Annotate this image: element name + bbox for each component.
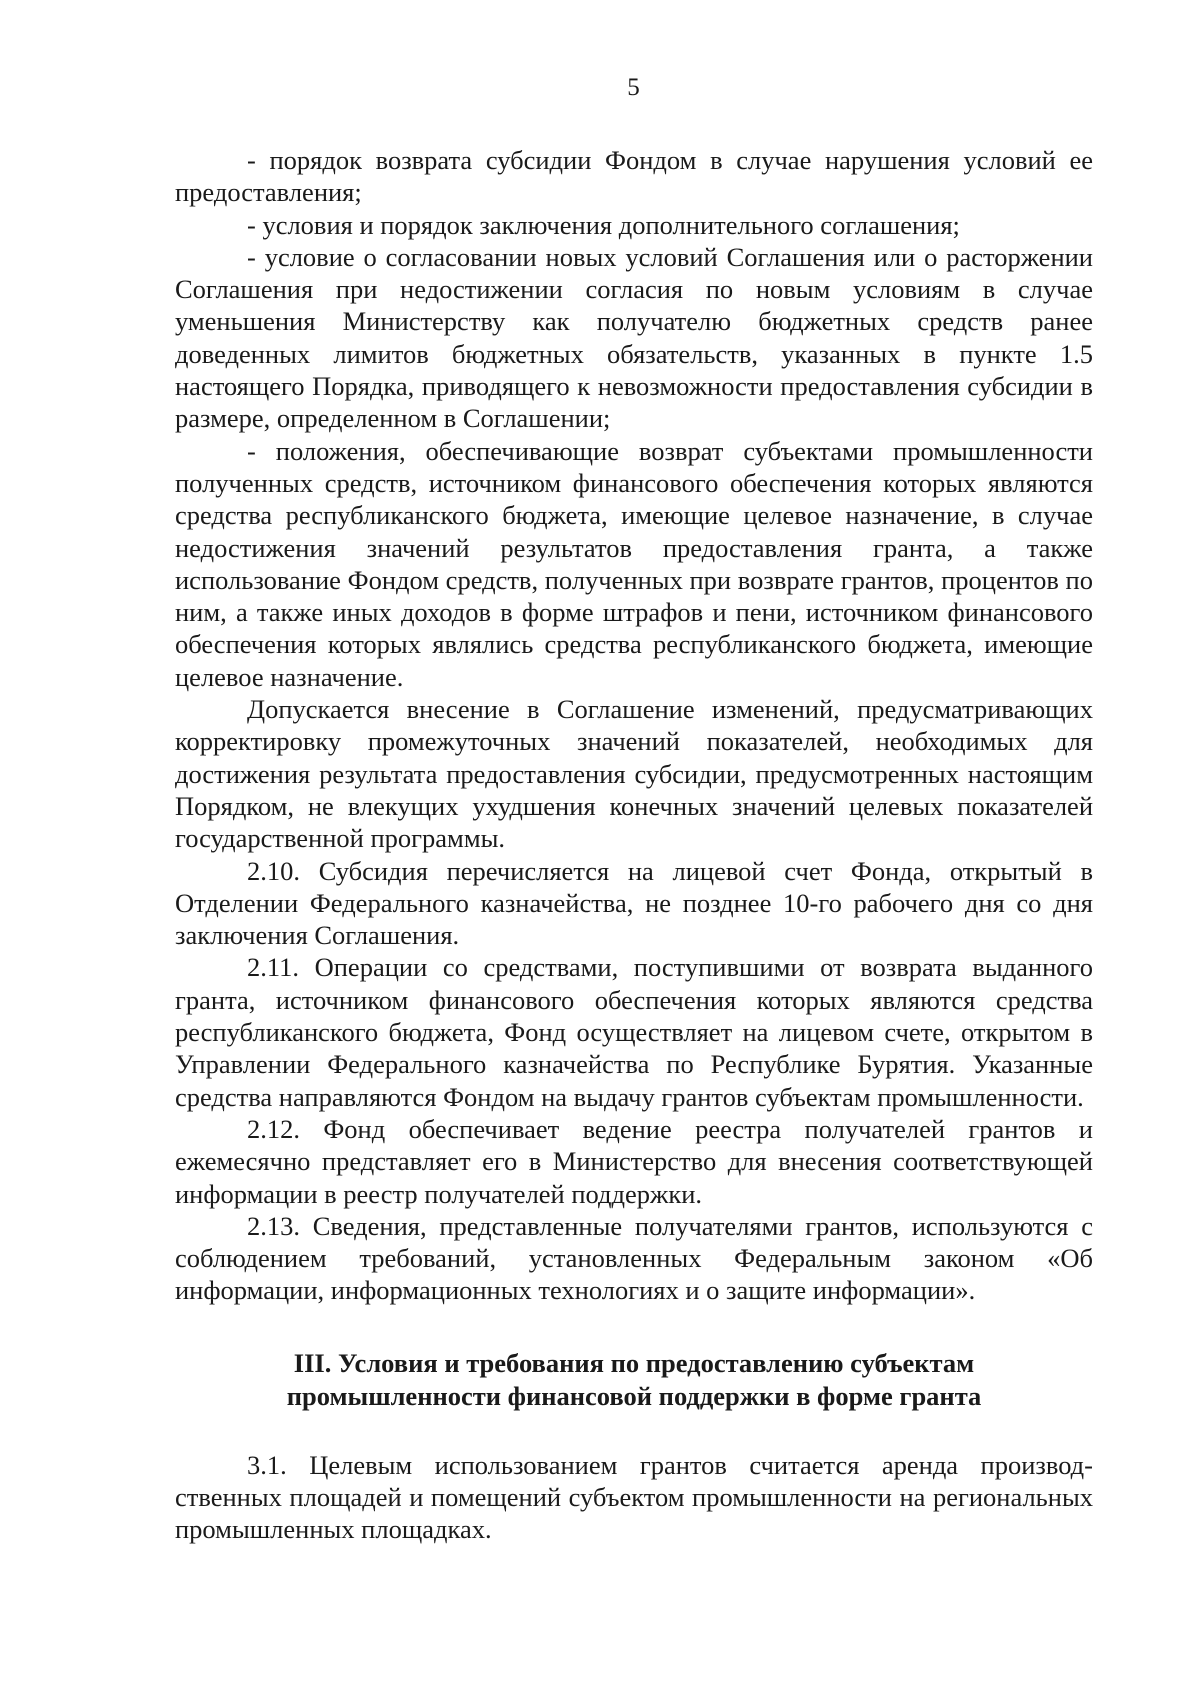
section-heading <box>175 1347 1093 1413</box>
section-heading-line: промышленности финансовой поддержки в форме гранта <box>286 1380 982 1411</box>
paragraph: Допускается внесение в Соглашение изменений, предусматривающих корректировку промежуточных значений показателей, необходимых для достижения результата предоставления субсидии, предусмотренных настоящим Порядком, не влекущих ухудшения конечных значений целевых показателей государственной программы. <box>175 694 1093 854</box>
paragraph: 2.13. Сведения, представленные получателями грантов, используются с соблюдением требований, установленных Федеральным законом «Об информации, информационных технологиях и о защите информации». <box>175 1210 1093 1306</box>
paragraph: 3.1. Целевым использованием грантов считается аренда производственных площадей и помещений субъектом промышленности на региональных промышленных площадках. <box>175 1449 1093 1545</box>
paragraph: - положения, обеспечивающие возврат субъектами промышленности полученных средств, источником финансового обеспечения которых являются средства республиканского бюджета, имеющие целевое назначение, в случае недостижения значений результатов предоставления гранта, а также использование Фондом средств, полученных при возврате грантов, процентов по ним, а также иных доходов в форме штрафов и пени, источником финансового обеспечения которых являлись средства республиканского бюджета, имеющие целевое назначение. <box>175 435 1093 692</box>
paragraph: - условие о согласовании новых условий Соглашения или о расторжении Соглашения при недостижении согласия по новым условиям в случае уменьшения Министерству как получателю бюджетных средств ранее доведенных лимитов бюджетных обязательств, указанных в пункте 1.5 настоящего Порядка, приводящего к невозможности предоставления субсидии в размере, определенном в Соглашении; <box>175 241 1093 434</box>
document-body <box>175 144 1093 1546</box>
paragraph: 2.12. Фонд обеспечивает ведение реестра получателей грантов и ежемесячно представляет его в Министерство для внесения соответствующей информации в реестр получателей поддержки. <box>175 1113 1093 1209</box>
paragraph: - порядок возврата субсидии Фондом в случае нарушения условий ее предоставления; <box>175 145 1093 208</box>
page-number: 5 <box>627 74 640 101</box>
section-heading-line: III. Условия и требования по предоставлению субъектам <box>293 1347 975 1378</box>
paragraph: - условия и порядок заключения дополнительного соглашения; <box>247 209 960 240</box>
paragraph: 2.10. Субсидия перечисляется на лицевой счет Фонда, открытый в Отделении Федерального казначейства, не позднее 10-го рабочего дня со дня заключения Соглашения. <box>175 855 1093 951</box>
paragraph: 2.11. Операции со средствами, поступившими от возврата выданного гранта, источником финансового обеспечения которых являются средства республиканского бюджета, Фонд осуществляет на лицевом счете, открытом в Управлении Федерального казначейства по Республике Бурятия. Указанные средства направляются Фондом на выдачу грантов субъектам промышленности. <box>175 952 1093 1112</box>
